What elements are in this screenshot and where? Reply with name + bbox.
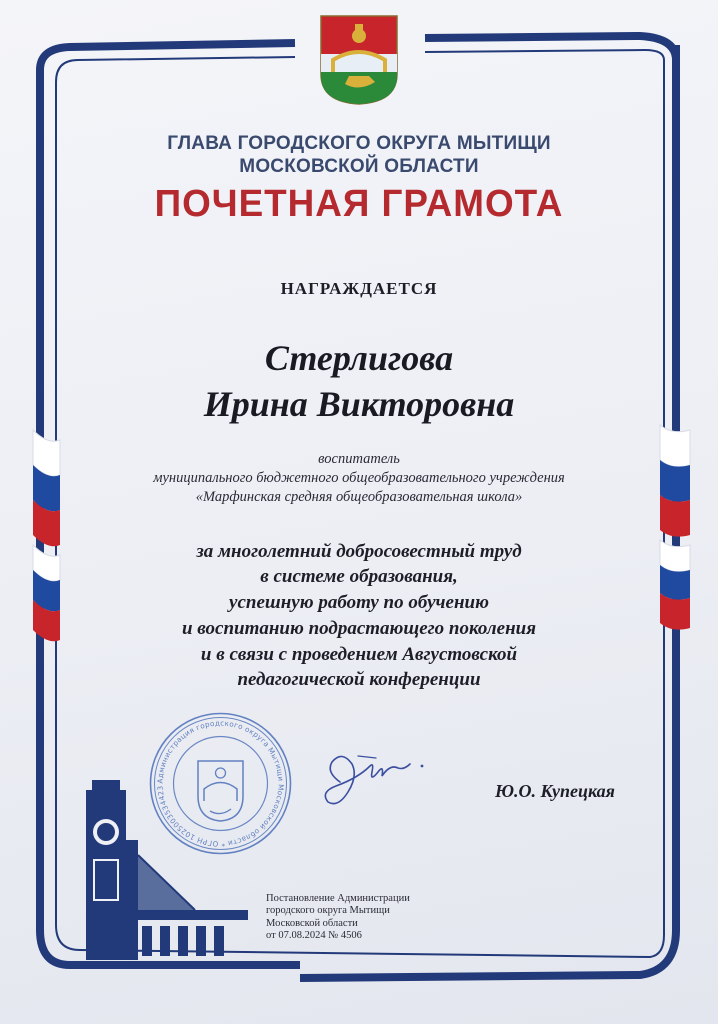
signer-name: Ю.О. Купецкая [495,781,615,801]
awarded-label: НАГРАЖДАЕТСЯ [280,279,438,298]
reason-line: и воспитанию подрастающего поколения [181,618,537,639]
institution-line-1: муниципального бюджетного общеобразовательного учреждения [153,470,565,486]
recipient-position: воспитатель [318,451,400,467]
decree-line: Московской области [266,918,358,929]
certificate-title: ПОЧЕТНАЯ ГРАМОТА [154,183,564,225]
recipient-surname: Стерлигова [264,338,454,378]
decree-line: городского округа Мытищи [266,905,390,916]
decree-line: Постановление Администрации [266,893,410,904]
institution-line-2: «Марфинская средняя общеобразовательная школа» [195,489,523,505]
seal-text: Администрация городского округа Мытищи Московской области * ОГРН 1025003534423 [155,718,286,849]
reason-line: и в связи с проведением Августовской [200,644,518,665]
decree-line: от 07.08.2024 № 4506 [266,930,362,941]
recipient-given-names: Ирина Викторовна [203,384,515,424]
coat-of-arms-icon [319,14,399,106]
header-line-2: МОСКОВСКОЙ ОБЛАСТИ [239,156,479,177]
reason-line: за многолетний добросовестный труд [196,541,522,562]
reason-line: педагогической конференции [237,669,481,690]
city-building-illustration [80,780,260,960]
reason-line: в системе образования, [260,566,458,587]
reason-line: успешную работу по обучению [229,592,489,613]
handwritten-signature [318,742,430,812]
header-line-1: ГЛАВА ГОРОДСКОГО ОКРУГА МЫТИЩИ [167,133,551,154]
